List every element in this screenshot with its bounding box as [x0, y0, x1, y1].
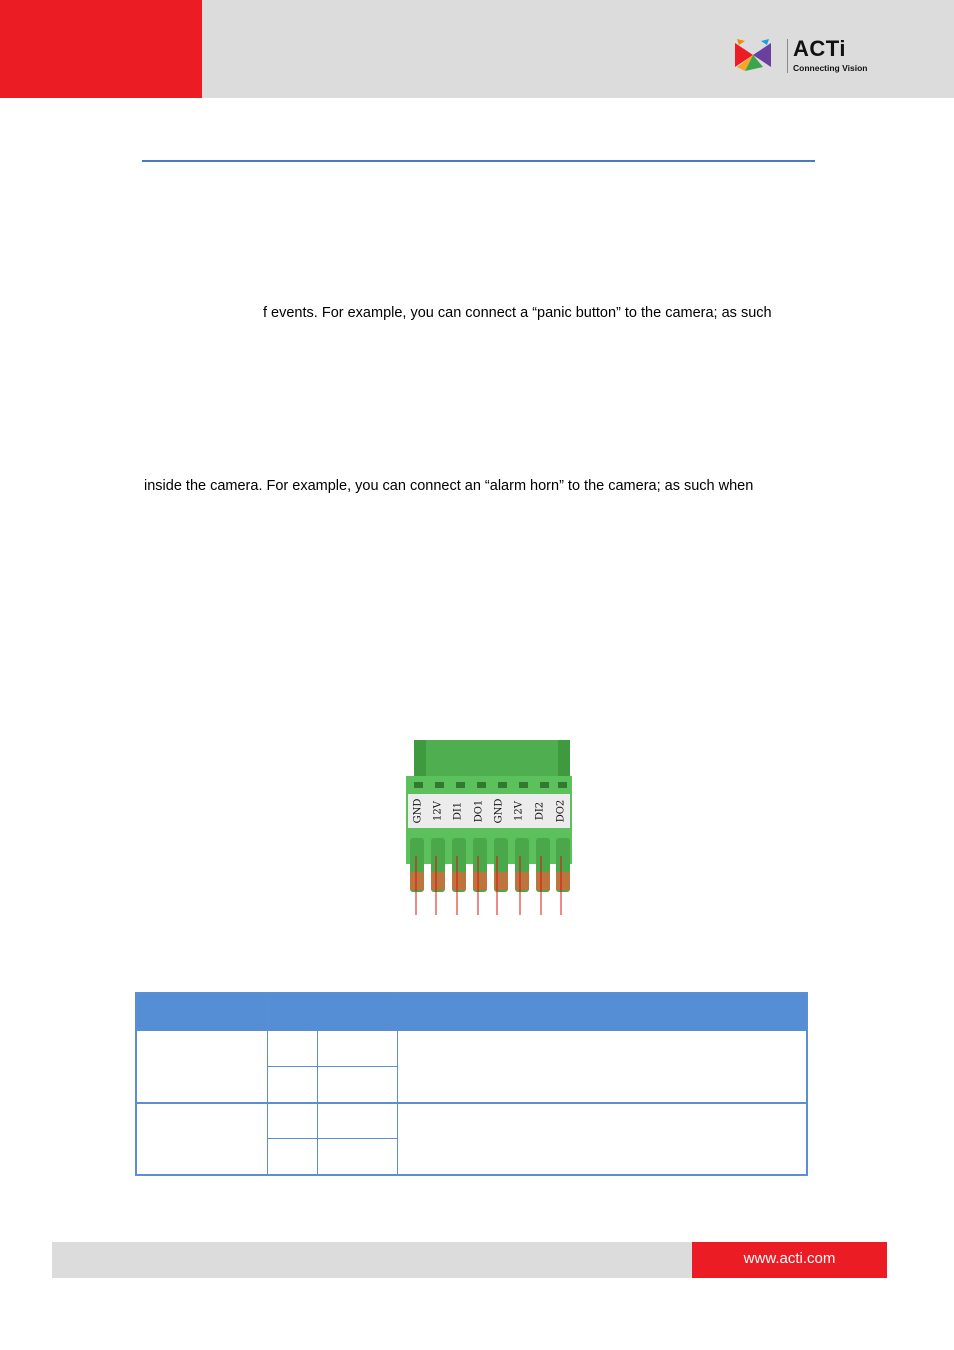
table-row-divider: [267, 1066, 397, 1067]
footer-url-link[interactable]: www.acti.com: [743, 1250, 836, 1267]
paragraph-digital-output: inside the camera. For example, you can connect an “alarm horn” to the camera; as such when: [144, 478, 754, 494]
io-pin-table: [135, 992, 808, 1176]
pin-label: GND: [493, 798, 505, 824]
acti-logo-icon: [733, 37, 785, 77]
table-col-divider: [267, 994, 268, 1174]
pin-label: GND: [412, 798, 424, 824]
footer-grey-bar: [52, 1242, 692, 1278]
pin-label: 12V: [513, 801, 525, 821]
pin-label: DO1: [473, 799, 485, 823]
table-row-divider: [267, 1138, 397, 1139]
pin-label: DO2: [555, 799, 567, 823]
pin-label: DI1: [452, 801, 464, 821]
table-row-divider: [137, 1102, 806, 1104]
pin-label: DI2: [534, 801, 546, 821]
logo-separator: [787, 39, 788, 73]
footer-url-block: [692, 1242, 887, 1278]
table-row-divider: [137, 1030, 806, 1031]
paragraph-digital-input: f events. For example, you can connect a “panic button” to the camera; as such: [263, 305, 772, 321]
logo-wordmark: ACTi: [793, 36, 846, 61]
connector-housing: [414, 740, 570, 780]
io-connector-photo: [396, 738, 576, 918]
section-heading-rule: [142, 160, 815, 162]
header-red-block: [0, 0, 202, 98]
acti-logo: [733, 37, 873, 77]
pin-label: 12V: [432, 801, 444, 821]
table-header-row: [137, 994, 806, 1030]
logo-tagline: Connecting Vision: [793, 63, 868, 73]
table-col-divider: [397, 994, 398, 1174]
